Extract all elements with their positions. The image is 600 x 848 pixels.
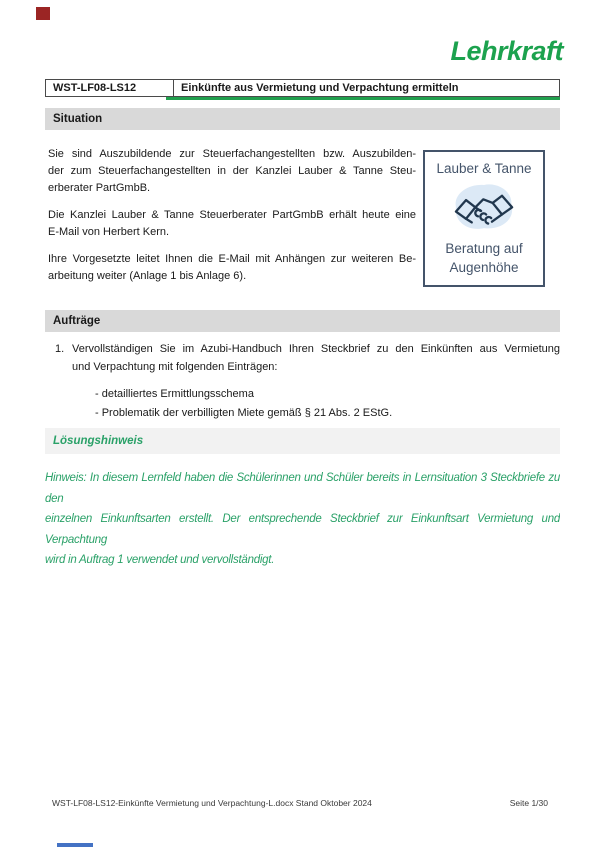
text-line: Beratung auf <box>445 241 523 256</box>
kanzlei-logo-box <box>423 150 545 287</box>
task-number: 1. <box>55 343 65 355</box>
text-line: wird in Auftrag 1 verwendet und vervollständigt. <box>45 554 275 566</box>
red-square-marker <box>36 7 50 20</box>
task-subitems <box>95 385 560 422</box>
text-line: Vervollständigen Sie im Azubi-Handbuch Ihren Steckbrief zu den Einkünften aus Vermietung <box>72 343 560 355</box>
text-line: - Problematik der verbilligten Miete gemäß § 21 Abs. 2 EStG. <box>95 406 393 419</box>
text-line: einzelnen Einkunftsarten erstellt. Der entsprechende Steckbrief zur Einkunftsart Vermietung und Verpachtung <box>45 513 560 546</box>
task-text <box>72 340 560 376</box>
title-green-underline <box>166 97 560 100</box>
text-line: - detailliertes Ermittlungsschema <box>95 388 254 400</box>
footer-page-number: Seite 1/30 <box>509 798 548 808</box>
text-line: Augenhöhe <box>449 260 519 275</box>
blue-dash-marker <box>57 843 93 847</box>
lesson-code-table <box>45 79 560 97</box>
text-line: arbeitung weiter (Anlage 1 bis Anlage 6). <box>48 270 247 282</box>
text-line: und Verpachtung mit folgenden Einträgen: <box>72 361 278 373</box>
text-line: E-Mail von Herbert Kern. <box>48 226 170 238</box>
kanzlei-name: Lauber & Tanne <box>436 161 532 176</box>
text-line: Die Kanzlei Lauber & Tanne Steuerberater PartGmbB erhält heute eine <box>48 209 416 221</box>
lesson-code: WST-LF08-LS12 <box>46 80 174 96</box>
lesson-title: Einkünfte aus Vermietung und Verpachtung ermitteln <box>181 82 459 94</box>
task-item-1 <box>55 340 560 422</box>
loesungshinweis-text <box>45 468 560 571</box>
text-line: Hinweis: In diesem Lernfeld haben die Schülerinnen und Schüler bereits in Lernsituation 3 Steckbriefe zu den <box>45 472 560 505</box>
section-heading-loesungshinweis: Lösungshinweis <box>45 428 560 454</box>
situation-text <box>48 146 416 295</box>
situation-paragraph <box>48 146 416 197</box>
section-heading-situation: Situation <box>45 108 560 130</box>
task-list <box>55 340 560 422</box>
lehrkraft-logo: Lehrkraft <box>450 36 563 66</box>
section-heading-auftraege: Aufträge <box>45 310 560 332</box>
page-footer <box>52 798 548 808</box>
text-line: Sie sind Auszubildende zur Steuerfachangestellten bzw. Auszubilden- <box>48 148 416 160</box>
text-line: erberater PartGmbB. <box>48 182 151 194</box>
handshake-icon <box>448 181 520 235</box>
text-line: Ihre Vorgesetzte leitet Ihnen die E-Mail mit Anhängen zur weiteren Be- <box>48 253 416 265</box>
situation-paragraph <box>48 207 416 241</box>
text-line: der zum Steuerfachangestellten in der Kanzlei Lauber & Tanne Steu- <box>48 165 416 177</box>
footer-filename: WST-LF08-LS12-Einkünfte Vermietung und Verpachtung-L.docx Stand Oktober 2024 <box>52 798 372 808</box>
situation-paragraph <box>48 251 416 285</box>
kanzlei-tagline <box>425 239 543 277</box>
